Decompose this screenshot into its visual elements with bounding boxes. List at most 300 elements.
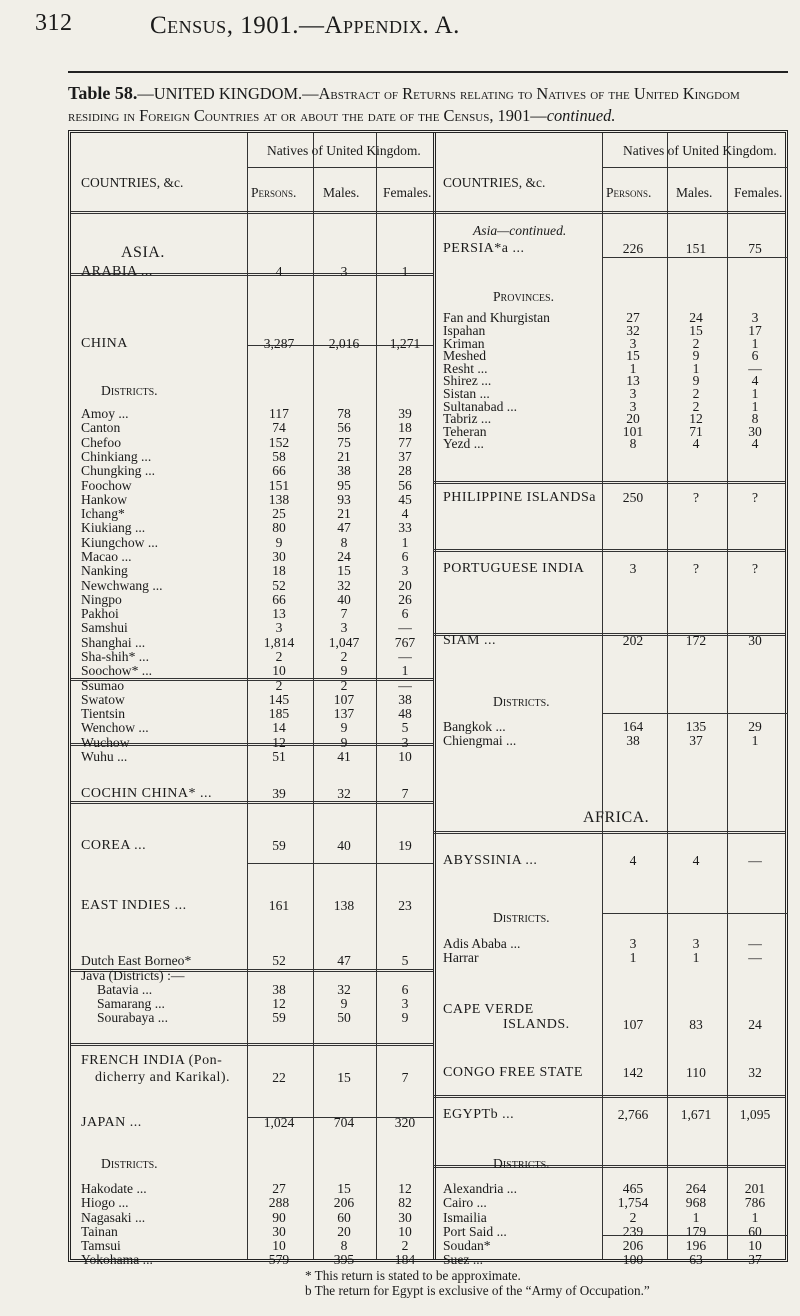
right-row-persons: 20 [626,411,640,426]
left-row-males: 9 [340,663,348,678]
right-row-persons: 142 [622,1065,644,1080]
left-row-females: 184 [394,1252,416,1267]
left-row-persons: 58 [272,449,286,464]
right-row-males: 24 [689,310,703,325]
left-row-persons: 74 [272,420,286,435]
left-row-males: 9 [340,735,348,750]
right-row-label: CAPE VERDE [443,1002,534,1017]
left-row-persons: 38 [272,982,286,997]
right-row-males: 1,671 [680,1107,712,1122]
right-row-label: Meshed [443,348,487,363]
right-row-label: Port Said ... [443,1224,507,1239]
left-row-label: Tientsin [81,706,126,721]
left-row-males: 47 [337,520,351,535]
right-row-males: ? [692,561,700,576]
left-row-females: 1 [401,535,409,550]
right-row-males: 151 [685,241,707,256]
footnotes [305,1268,650,1298]
header-bottom-rule [71,211,785,214]
right-row-persons: 32 [626,323,640,338]
right-row-females: ? [751,490,759,505]
right-row-label: Adis Ababa ... [443,936,521,951]
left-row-persons: 66 [272,592,286,607]
right-row-males: 4 [692,853,700,868]
left-row-persons: 22 [272,1070,286,1085]
left-row-label: Canton [81,420,121,435]
left-row-females: 6 [401,549,409,564]
left-row-label: Kiukiang ... [81,520,146,535]
left-row-males: 9 [340,996,348,1011]
right-row-label: PHILIPPINE ISLANDSa [443,490,596,505]
left-row-females: 10 [398,1224,412,1239]
right-row-males: 71 [689,424,703,439]
left-row-persons: 13 [272,606,286,621]
left-row-males: 138 [333,898,355,913]
left-row-persons: 10 [272,663,286,678]
right-row-persons: 8 [629,436,637,451]
right-row-label: Yezd ... [443,436,484,451]
right-row-persons: 100 [622,1252,644,1267]
left-row-males: 41 [337,749,351,764]
right-row-males: 968 [685,1195,707,1210]
col-rule [667,133,668,1259]
left-row-females: 1 [401,663,409,678]
right-row-males: 2 [692,399,700,414]
right-row-males: 2 [692,386,700,401]
left-row-label: Chefoo [81,435,122,450]
left-row-males: 32 [337,982,351,997]
right-row-persons: 202 [622,633,644,648]
right-row-label: Bangkok ... [443,719,506,734]
left-row-males: 32 [337,786,351,801]
left-row-persons: 161 [268,898,290,913]
header-males-right: Males. [676,185,713,200]
block-rule [433,1165,785,1168]
left-row-males: 21 [337,506,351,521]
left-row-label: Sourabaya ... [97,1010,168,1025]
left-row-label: Dutch East Borneo* [81,953,192,968]
header-rule [602,167,788,168]
left-row-males: 40 [337,838,351,853]
left-row-males: 2 [340,678,348,693]
right-row-label: ISLANDS. [503,1017,570,1032]
header-rule [68,71,788,73]
right-row-persons: 465 [622,1181,644,1196]
left-row-persons: 579 [268,1252,290,1267]
right-row-label: Fan and Khurgistan [443,310,550,325]
footnote-approximate: * This return is stated to be approximate. [305,1268,521,1283]
left-row-males: 2,016 [328,336,360,351]
right-row-males: 172 [685,633,707,648]
left-row-males: 60 [337,1210,351,1225]
right-row-females: 17 [748,323,762,338]
left-row-females: 82 [398,1195,412,1210]
right-row-label: Kriman [443,336,485,351]
left-row-males: 2 [340,649,348,664]
left-row-label: Pakhoi [81,606,119,621]
block-rule [602,913,788,914]
left-row-females: 10 [398,749,412,764]
block-rule [602,713,788,714]
right-row-males: 135 [685,719,707,734]
header-females-left: Females. [383,185,432,200]
right-row-label: Districts. [493,694,550,709]
left-row-females: 56 [398,478,412,493]
block-rule [433,549,785,552]
left-row-males: 395 [333,1252,355,1267]
left-row-males: 1,047 [328,635,360,650]
left-row-females: 38 [398,692,412,707]
right-row-males: 15 [689,323,703,338]
left-row-females: 28 [398,463,412,478]
right-row-males: 4 [692,436,700,451]
left-row-males: 3 [340,620,348,635]
right-row-females: — [748,950,762,965]
left-row-males: 3 [340,264,348,279]
right-row-males: 9 [692,348,700,363]
left-row-label: Soochow* ... [81,663,152,678]
left-row-persons: 145 [268,692,290,707]
right-row-label: Ispahan [443,323,486,338]
right-row-persons: 38 [626,733,640,748]
block-rule [71,1043,433,1046]
right-row-label: EGYPTb ... [443,1107,515,1122]
left-row-males: 50 [337,1010,351,1025]
left-row-label: Tainan [81,1224,118,1239]
right-row-persons: 4 [629,853,637,868]
left-row-females: 2 [401,1238,409,1253]
left-row-label: Batavia ... [97,982,153,997]
left-row-females: — [398,678,412,693]
left-row-persons: 1,814 [263,635,295,650]
left-row-males: 137 [333,706,355,721]
left-row-males: 107 [333,692,355,707]
right-row-females: 1 [751,399,759,414]
right-row-persons: 3 [629,386,637,401]
left-row-persons: 66 [272,463,286,478]
right-row-persons: 1 [629,361,637,376]
right-row-males: 12 [689,411,703,426]
left-row-males: 15 [337,563,351,578]
right-row-females: 1 [751,1210,759,1225]
right-row-females: 1 [751,386,759,401]
left-row-label: Wenchow ... [81,720,149,735]
left-row-males: 95 [337,478,351,493]
right-row-persons: 239 [622,1224,644,1239]
left-row-males: 206 [333,1195,355,1210]
left-row-persons: 59 [272,838,286,853]
table-caption-suffix: continued. [546,106,616,125]
right-row-persons: 3 [629,561,637,576]
right-row-label: Sistan ... [443,386,490,401]
left-row-males: 32 [337,578,351,593]
left-row-label: Chinkiang ... [81,449,152,464]
left-row-males: 8 [340,1238,348,1253]
left-row-males: 93 [337,492,351,507]
left-row-label: Hankow [81,492,128,507]
left-row-females: 12 [398,1181,412,1196]
left-row-label: Sha-shih* ... [81,649,149,664]
left-row-males: 20 [337,1224,351,1239]
right-row-persons: 27 [626,310,640,325]
left-row-females: 26 [398,592,412,607]
left-row-label: Wuchow [81,735,130,750]
right-row-label: CONGO FREE STATE [443,1065,583,1080]
left-row-persons: 138 [268,492,290,507]
left-row-label: COCHIN CHINA* ... [81,786,212,801]
right-row-females: 60 [748,1224,762,1239]
right-row-females: 786 [744,1195,766,1210]
left-row-label: Wuhu ... [81,749,128,764]
left-row-persons: 4 [275,264,283,279]
left-row-label: Hiogo ... [81,1195,129,1210]
col-rule [727,133,728,1259]
right-row-label: Ismailia [443,1210,487,1225]
left-row-persons: 9 [275,535,283,550]
header-rule [247,167,433,168]
block-rule [433,481,785,484]
left-row-males: 7 [340,606,348,621]
right-row-persons: 164 [622,719,644,734]
left-row-persons: 288 [268,1195,290,1210]
right-row-females: 1 [751,733,759,748]
left-row-males: 24 [337,549,351,564]
right-row-males: 1 [692,950,700,965]
left-row-females: 320 [394,1115,416,1130]
left-row-label: Macao ... [81,549,132,564]
left-row-label: Hakodate ... [81,1181,147,1196]
right-row-label: Asia—continued. [473,223,567,238]
left-row-persons: 117 [269,406,289,421]
left-row-label: Districts. [101,383,158,398]
right-row-females: 3 [751,310,759,325]
left-row-label: ASIA. [121,244,165,261]
header-group-right: Natives of United Kingdom. [623,143,777,158]
left-row-persons: 80 [272,520,286,535]
left-row-males: 15 [337,1070,351,1085]
block-rule [71,801,433,804]
right-row-label: Sultanabad ... [443,399,517,414]
right-row-label: AFRICA. [583,809,650,826]
right-row-label: Soudan* [443,1238,491,1253]
left-row-label: Newchwang ... [81,578,163,593]
left-row-females: 3 [401,996,409,1011]
right-row-label: Shirez ... [443,373,492,388]
left-row-females: 5 [401,953,409,968]
left-row-label: Districts. [101,1156,158,1171]
right-row-persons: 2,766 [617,1107,649,1122]
left-row-females: 5 [401,720,409,735]
left-row-males: 15 [337,1181,351,1196]
right-row-females: 8 [751,411,759,426]
left-row-label: Samshui [81,620,128,635]
right-row-persons: 226 [622,241,644,256]
footnote-egypt: b The return for Egypt is exclusive of the “Army of Occupation.” [305,1283,650,1298]
left-row-persons: 2 [275,649,283,664]
left-row-females: 77 [398,435,412,450]
left-row-label: Java (Districts) :— [81,968,185,983]
left-row-persons: 18 [272,563,286,578]
right-row-males: 83 [689,1017,703,1032]
left-row-persons: 30 [272,549,286,564]
left-row-label: Tamsui [81,1238,121,1253]
left-row-females: — [398,649,412,664]
right-row-label: Suez ... [443,1252,484,1267]
left-row-label: JAPAN ... [81,1115,142,1130]
right-row-persons: 1,754 [617,1195,649,1210]
right-row-females: 30 [748,633,762,648]
left-row-males: 78 [337,406,351,421]
header-females-right: Females. [734,185,783,200]
left-row-label: Chungking ... [81,463,156,478]
right-row-males: 110 [686,1065,706,1080]
left-row-label: Yokohama ... [81,1252,153,1267]
left-row-females: 6 [401,982,409,997]
right-row-males: 63 [689,1252,703,1267]
left-row-persons: 30 [272,1224,286,1239]
left-row-label: ARABIA ... [81,264,153,279]
left-row-label: COREA ... [81,838,147,853]
left-row-label: dicherry and Karikal). [95,1070,230,1085]
right-row-females: ? [751,561,759,576]
right-row-label: Teheran [443,424,487,439]
left-row-persons: 52 [272,578,286,593]
right-row-persons: 13 [626,373,640,388]
left-row-persons: 52 [272,953,286,968]
right-row-persons: 206 [622,1238,644,1253]
table-caption [68,82,793,127]
left-row-label: Shanghai ... [81,635,146,650]
left-row-females: 39 [398,406,412,421]
right-row-females: — [748,361,762,376]
left-row-label: Swatow [81,692,125,707]
left-row-females: 767 [394,635,416,650]
right-row-females: 6 [751,348,759,363]
left-row-females: 19 [398,838,412,853]
left-row-label: Samarang ... [97,996,165,1011]
left-row-females: 48 [398,706,412,721]
right-row-females: 29 [748,719,762,734]
right-row-males: 196 [685,1238,707,1253]
left-row-persons: 152 [268,435,290,450]
left-row-males: 40 [337,592,351,607]
right-row-persons: 3 [629,936,637,951]
block-rule [433,831,785,834]
header-persons-right: Persons. [606,185,652,200]
left-row-females: 3 [401,735,409,750]
right-row-females: — [748,936,762,951]
left-row-persons: 59 [272,1010,286,1025]
right-row-persons: 107 [622,1017,644,1032]
right-row-label: Cairo ... [443,1195,487,1210]
left-row-males: 75 [337,435,351,450]
left-row-persons: 3 [275,620,283,635]
right-row-persons: 3 [629,399,637,414]
running-title: Census, 1901.—Appendix. A. [150,12,460,39]
left-row-persons: 39 [272,786,286,801]
left-row-females: 37 [398,449,412,464]
right-row-females: 4 [751,373,759,388]
right-row-females: 24 [748,1017,762,1032]
left-row-label: FRENCH INDIA (Pon- [81,1053,223,1068]
right-row-persons: 101 [622,424,644,439]
right-row-males: 3 [692,936,700,951]
left-row-persons: 25 [272,506,286,521]
right-row-label: ABYSSINIA ... [443,853,538,868]
right-row-males: 2 [692,336,700,351]
left-row-females: 45 [398,492,412,507]
right-row-females: 1 [751,336,759,351]
right-row-males: 264 [685,1181,707,1196]
right-row-persons: 1 [629,950,637,965]
right-row-persons: 3 [629,336,637,351]
left-row-males: 38 [337,463,351,478]
right-row-label: Tabriz ... [443,411,492,426]
right-row-males: 1 [692,361,700,376]
right-row-label: Provinces. [493,289,554,304]
header-group-left: Natives of United Kingdom. [267,143,421,158]
left-row-label: Ichang* [81,506,125,521]
left-row-females: 18 [398,420,412,435]
left-row-females: 30 [398,1210,412,1225]
block-rule [602,257,788,258]
right-row-label: PORTUGUESE INDIA [443,561,585,576]
right-row-females: 75 [748,241,762,256]
right-row-label: Resht ... [443,361,488,376]
page-header [35,10,460,39]
right-row-females: 30 [748,424,762,439]
left-row-persons: 3,287 [263,336,295,351]
left-row-females: 7 [401,786,409,801]
abstract-table [68,130,788,1267]
left-row-persons: 185 [268,706,290,721]
left-row-females: 6 [401,606,409,621]
left-row-label: Foochow [81,478,132,493]
right-row-persons: 15 [626,348,640,363]
block-rule [433,1095,785,1098]
right-row-males: 37 [689,733,703,748]
header-countries-left: COUNTRIES, &c. [81,175,184,190]
left-row-persons: 90 [272,1210,286,1225]
left-row-label: Nagasaki ... [81,1210,146,1225]
left-row-label: Amoy ... [81,406,129,421]
left-row-persons: 151 [268,478,290,493]
right-row-females: 32 [748,1065,762,1080]
left-row-females: 3 [401,563,409,578]
left-row-males: 9 [340,720,348,735]
left-row-label: CHINA [81,336,128,351]
right-row-males: 179 [685,1224,707,1239]
right-row-persons: 2 [629,1210,637,1225]
right-row-label: Alexandria ... [443,1181,517,1196]
left-row-label: EAST INDIES ... [81,898,187,913]
left-row-persons: 12 [272,735,286,750]
left-row-persons: 27 [272,1181,286,1196]
header-countries-right: COUNTRIES, &c. [443,175,546,190]
left-row-females: 1,271 [389,336,421,351]
left-row-males: 704 [333,1115,355,1130]
left-row-label: Ningpo [81,592,122,607]
left-row-persons: 51 [272,749,286,764]
right-row-females: 201 [744,1181,766,1196]
left-row-females: 20 [398,578,412,593]
left-row-females: 23 [398,898,412,913]
right-row-males: 1 [692,1210,700,1225]
col-rule [602,133,603,1259]
right-row-males: 9 [692,373,700,388]
left-row-females: 33 [398,520,412,535]
right-row-females: 1,095 [739,1107,771,1122]
